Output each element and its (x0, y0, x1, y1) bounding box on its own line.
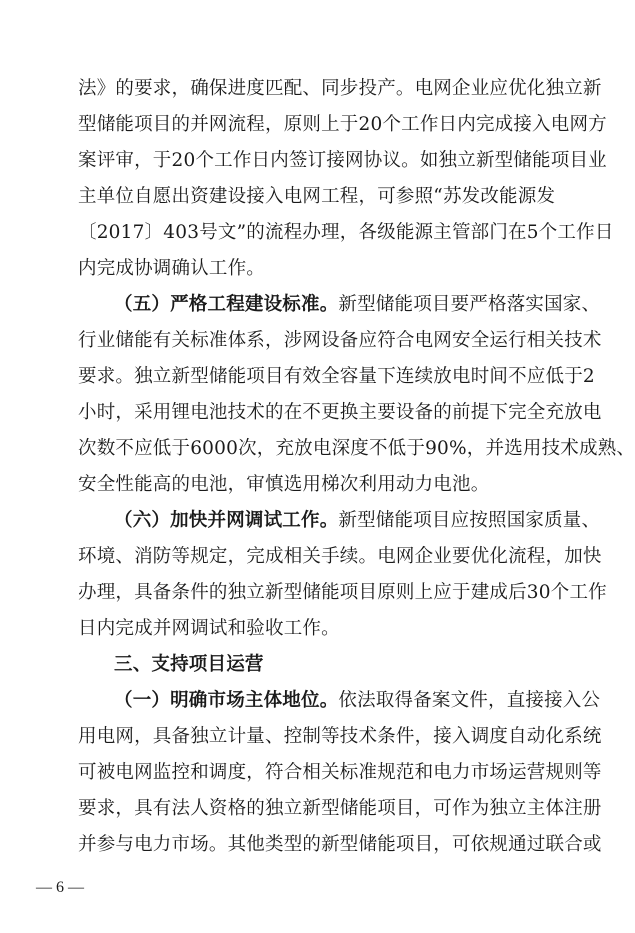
page-number: — 6 — (36, 879, 84, 896)
body-text-line: 办理，具备条件的独立新型储能项目原则上应于建成后30个工作 (78, 582, 607, 603)
body-text-line: 行业储能有关标准体系，涉网设备应符合电网安全运行相关技术 (78, 330, 602, 351)
body-text-line: 可被电网监控和调度，符合相关标准规范和电力市场运营规则等 (78, 762, 602, 783)
body-text-line: 内完成协调确认工作。 (78, 258, 266, 279)
body-text-line: 要求，具有法人资格的独立新型储能项目，可作为独立主体注册 (78, 798, 602, 819)
body-text-line: 法》的要求，确保进度匹配、同步投产。电网企业应优化独立新 (78, 78, 602, 99)
section-5-first-line (114, 294, 601, 316)
section-3-1-text: 依法取得备案文件，直接接入公 (338, 690, 601, 711)
section-5-text: 新型储能项目要严格落实国家、 (338, 294, 601, 315)
body-text-line: 安全性能高的电池，审慎选用梯次利用动力电池。 (78, 474, 490, 495)
body-text-line: 案评审，于20个工作日内签订接网协议。如独立新型储能项目业 (78, 150, 607, 171)
body-text-line: 次数不应低于6000次，充放电深度不低于90%，并选用技术成熟、 (78, 438, 635, 459)
section-5-heading: （五）严格工程建设标准。 (114, 294, 339, 315)
body-text-line: 并参与电力市场。其他类型的新型储能项目，可依规通过联合或 (78, 834, 602, 855)
section-6-heading: （六）加快并网调试工作。 (114, 510, 339, 531)
body-text-line: 主单位自愿出资建设接入电网工程，可参照“苏发改能源发 (78, 186, 556, 207)
section-6-text: 新型储能项目应按照国家质量、 (338, 510, 601, 531)
body-text-line: 小时，采用锂电池技术的在不更换主要设备的前提下完全充放电 (78, 402, 602, 423)
body-text-line: 型储能项目的并网流程，原则上于20个工作日内完成接入电网方 (78, 114, 607, 135)
body-text-line: 日内完成并网调试和验收工作。 (78, 618, 340, 639)
section-3-1-first-line (114, 690, 601, 712)
section-3-1-heading: （一）明确市场主体地位。 (114, 690, 339, 711)
body-text-line: 〔2017〕403号文”的流程办理，各级能源主管部门在5个工作日 (78, 222, 614, 243)
chapter-3-title: 三、支持项目运营 (114, 654, 264, 675)
body-text-line: 要求。独立新型储能项目有效全容量下连续放电时间不应低于2 (78, 366, 595, 387)
section-6-first-line (114, 510, 601, 532)
body-text-line: 环境、消防等规定，完成相关手续。电网企业要优化流程，加快 (78, 546, 602, 567)
body-text-line: 用电网，具备独立计量、控制等技术条件，接入调度自动化系统 (78, 726, 602, 747)
